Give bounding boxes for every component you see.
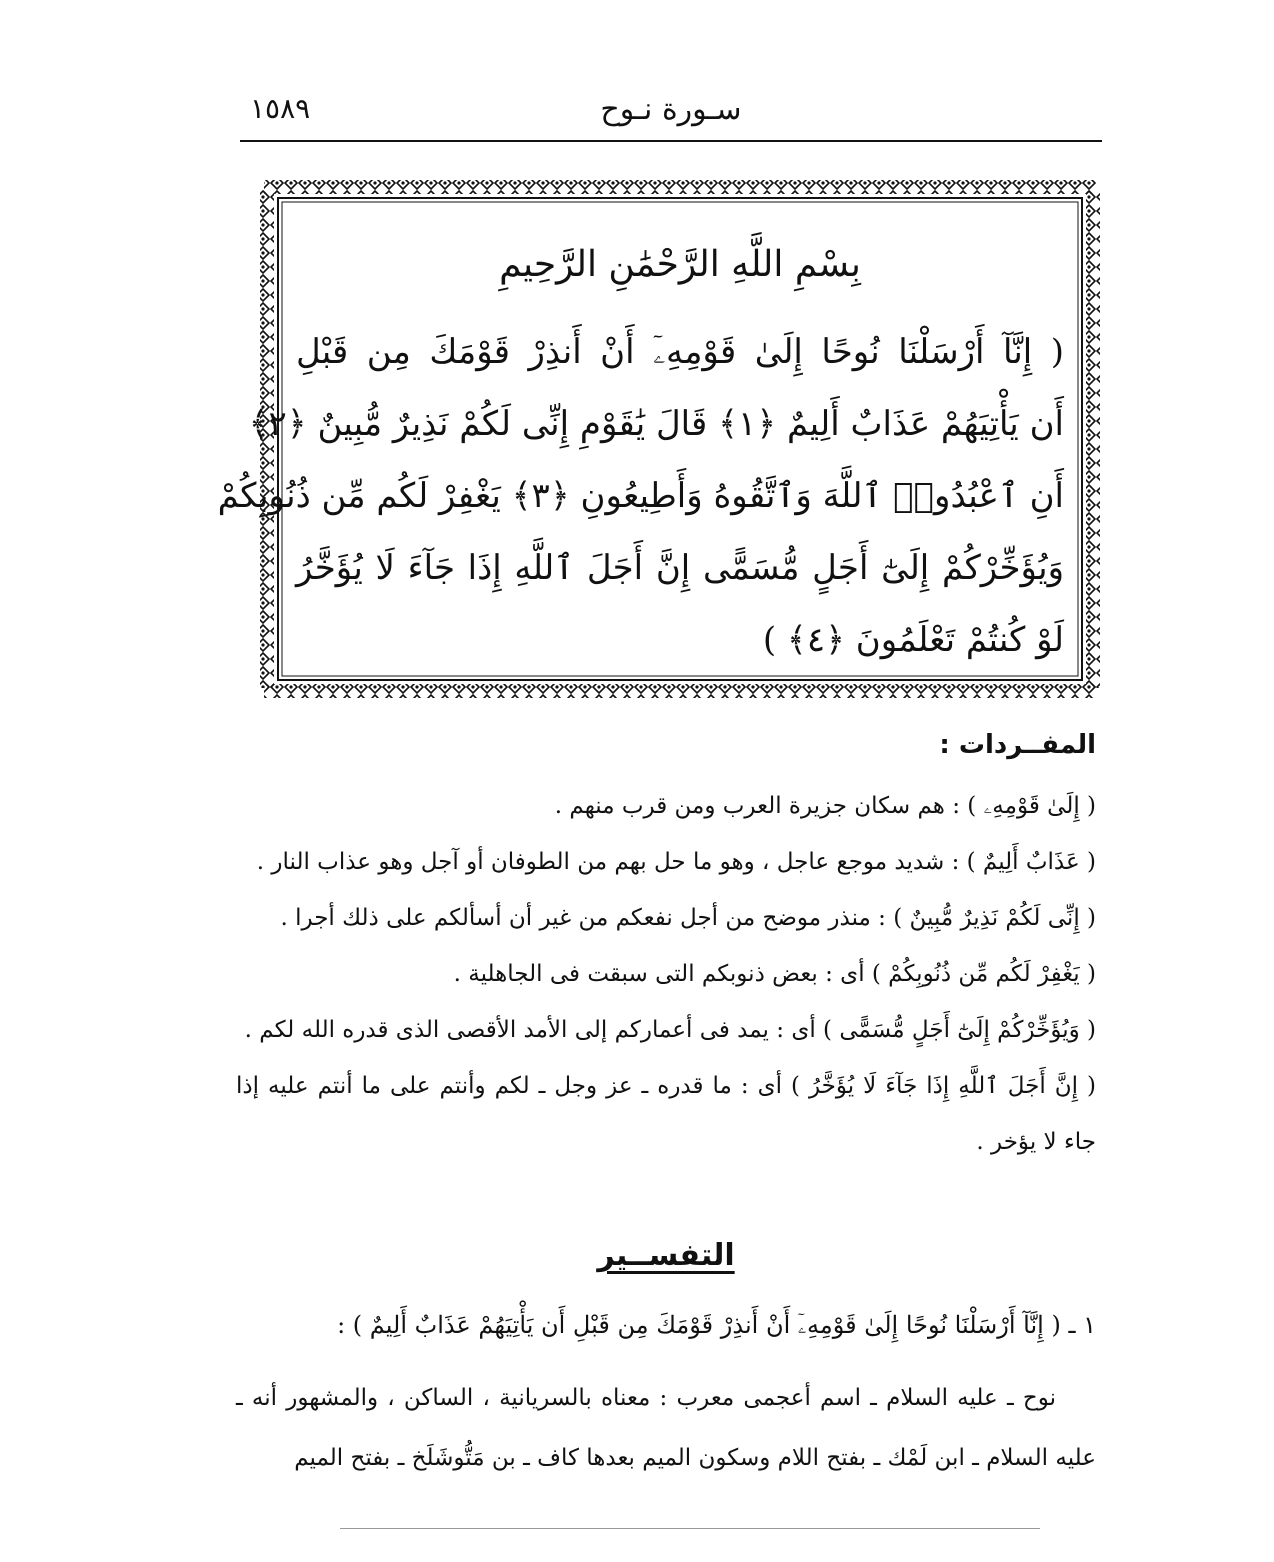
glossary-definition: أى : يمد فى أعماركم إلى الأمد الأقصى الذى قدره الله لكم . xyxy=(244,1017,824,1043)
header-rule xyxy=(240,140,1102,142)
footer-rule xyxy=(340,1528,1040,1529)
ayah-line: أَنِ ٱعْبُدُوا۟ ٱللَّهَ وَٱتَّقُوهُ وَأَطِيعُونِ ﴿٣﴾ يَغْفِرْ لَكُم مِّن ذُنُوبِكُمْ xyxy=(217,476,1064,516)
glossary-item xyxy=(236,1058,1096,1170)
glossary-definition: : هم سكان جزيرة العرب ومن قرب منهم . xyxy=(554,793,968,819)
glossary-term: ( إِلَىٰ قَوْمِهِۦ ) xyxy=(967,793,1096,819)
ayah-frame xyxy=(217,176,1104,702)
tafsir-paragraph: نوح ـ عليه السلام ـ اسم أعجمى معرب : معناه بالسريانية ، الساكن ، والمشهور أنه ـ عليه السلام ـ ابن لَمْك ـ بفتح اللام وسكون الميم بعدها كاف ـ بن مَتُّوشَلَخ ـ بفتح الميم xyxy=(236,1385,1096,1471)
glossary-item xyxy=(236,1002,1096,1058)
glossary-item xyxy=(236,778,1096,834)
glossary-heading: المفــردات : xyxy=(939,730,1096,760)
glossary-term: ( وَيُؤَخِّرْكُمْ إِلَىٰٓ أَجَلٍ مُّسَمًّى ) xyxy=(823,1017,1096,1043)
ayah-line: ( إِنَّآ أَرْسَلْنَا نُوحًا إِلَىٰ قَوْمِهِۦٓ أَنْ أَنذِرْ قَوْمَكَ مِن قَبْلِ xyxy=(296,332,1064,372)
page-number: ١٥٨٩ xyxy=(250,92,311,125)
tafsir-ayah: ١ ـ ( إِنَّآ أَرْسَلْنَا نُوحًا إِلَىٰ قَوْمِهِۦٓ أَنْ أَنذِرْ قَوْمَكَ مِن قَبْلِ أَن يَأْتِيَهُمْ عَذَابٌ أَلِيمٌ ) : xyxy=(337,1311,1096,1339)
ayah-block xyxy=(217,316,1064,676)
basmala: بِسْمِ اللَّهِ الرَّحْمَٰنِ الرَّحِيمِ xyxy=(499,244,861,285)
glossary-term: ( إِنَّ أَجَلَ ٱللَّهِ إِذَا جَآءَ لَا يُؤَخَّرُ ) xyxy=(790,1073,1097,1099)
glossary-term: ( يَغْفِرْ لَكُم مِّن ذُنُوبِكُمْ ) xyxy=(871,961,1096,987)
ayah-line: أَن يَأْتِيَهُمْ عَذَابٌ أَلِيمٌ ﴿١﴾ قَالَ يَٰقَوْمِ إِنِّى لَكُمْ نَذِيرٌ مُّبِينٌ ﴿٢﴾ xyxy=(248,404,1064,444)
glossary-term: ( إِنِّى لَكُمْ نَذِيرٌ مُّبِينٌ ) : xyxy=(878,905,1096,931)
glossary-item xyxy=(236,834,1096,890)
glossary-definition: شديد موجع عاجل ، وهو ما حل بهم من الطوفان أو آجل وهو عذاب النار . xyxy=(256,849,952,875)
running-header xyxy=(240,92,1102,138)
glossary-definition: منذر موضح من أجل نفعكم من غير أن أسألكم على ذلك أجرا . xyxy=(280,905,879,931)
glossary-definition: أى : ما قدره ـ عز وجل ـ لكم وأنتم على ما أنتم عليه إذا جاء لا يؤخر . xyxy=(236,1073,1096,1155)
ayah-line: وَيُؤَخِّرْكُمْ إِلَىٰٓ أَجَلٍ مُّسَمًّى إِنَّ أَجَلَ ٱللَّهِ إِذَا جَآءَ لَا يُؤَخَّرُ xyxy=(296,548,1064,588)
glossary-item xyxy=(236,946,1096,1002)
surah-title: سـورة نـوح xyxy=(600,92,742,127)
glossary-item xyxy=(236,890,1096,946)
glossary-definition: أى : بعض ذنوبكم التى سبقت فى الجاهلية . xyxy=(453,961,872,987)
ayah-line: لَوْ كُنتُمْ تَعْلَمُونَ ﴿٤﴾ ) xyxy=(762,620,1064,660)
glossary-term: ( عَذَابٌ أَلِيمٌ ) : xyxy=(951,849,1096,875)
tafsir-heading: التفســير xyxy=(597,1238,735,1273)
glossary-list xyxy=(236,778,1096,1170)
